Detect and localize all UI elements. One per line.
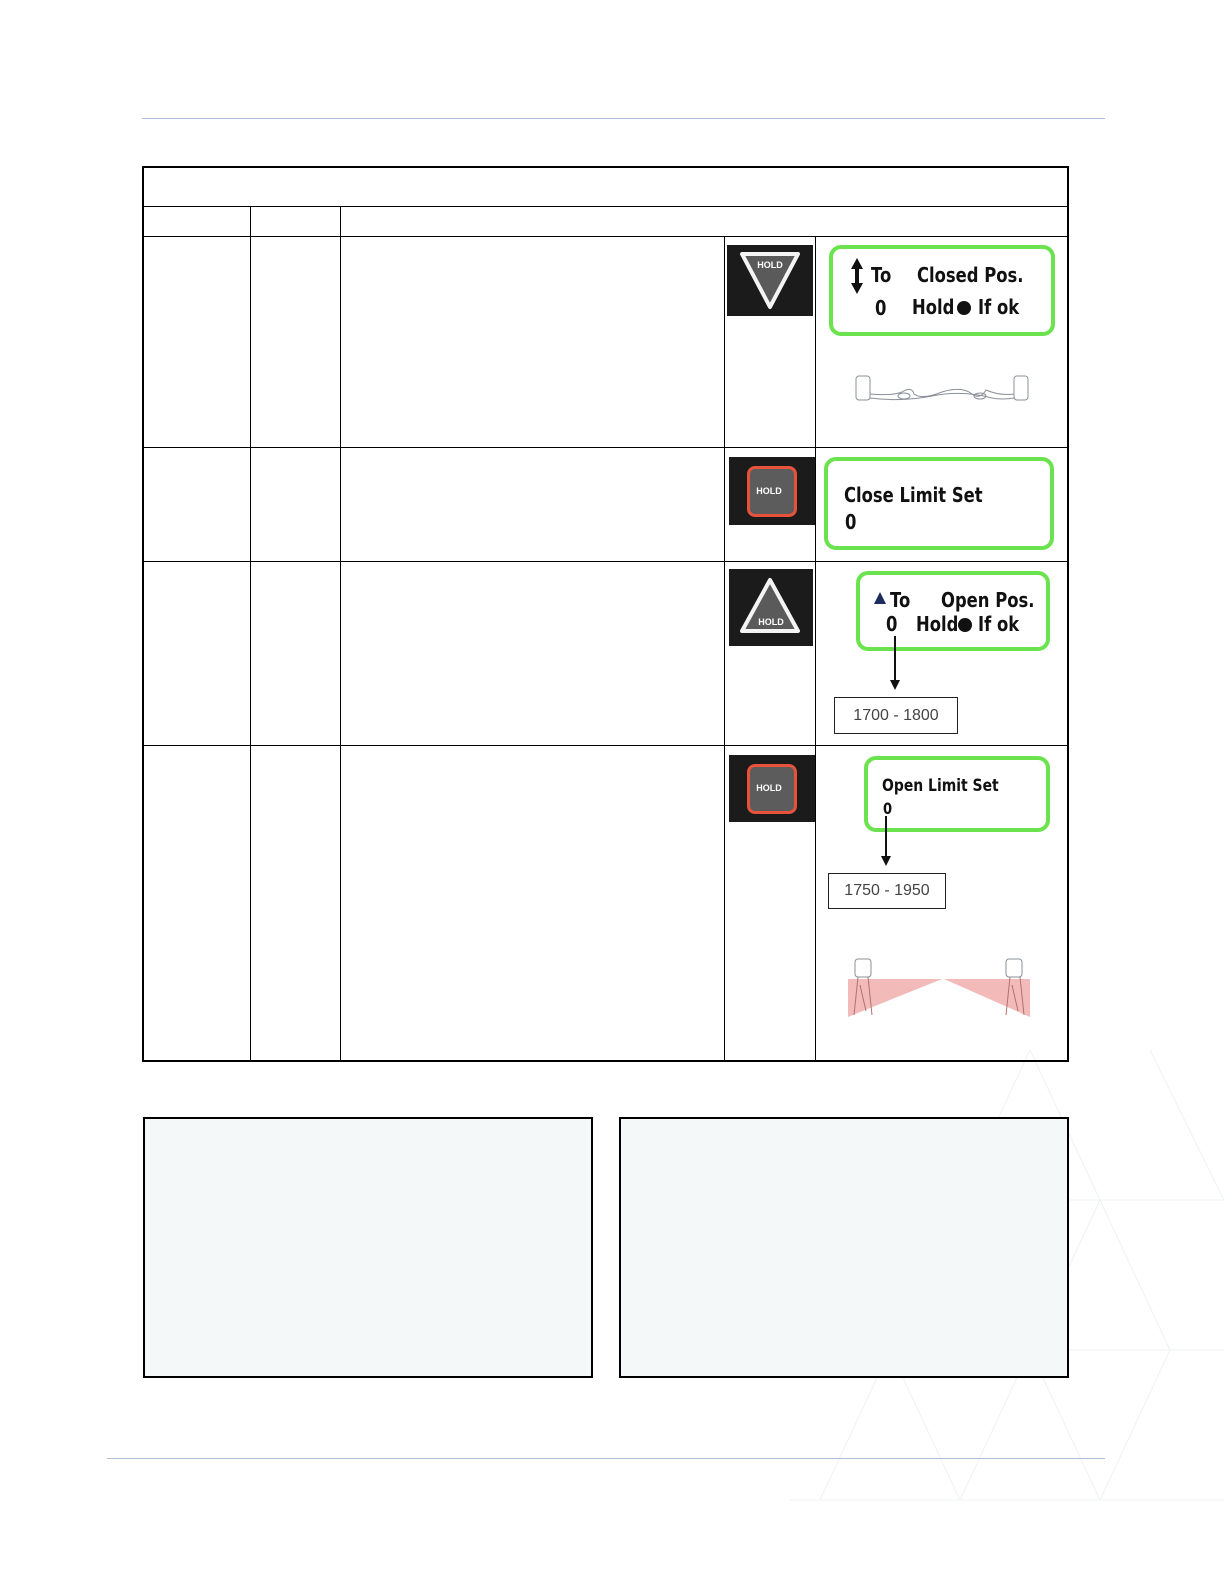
display-ok-text: If ok [978,612,1020,636]
up-down-arrow-icon [850,257,864,295]
sensor-pair-closed-illustration [852,372,1032,408]
display-target-text: Open Pos. [941,588,1035,612]
column-divider [250,206,251,1060]
display-close-limit-set [824,457,1054,550]
footer-rule [107,1458,1105,1459]
hold-key [729,457,815,525]
hold-key-label: HOLD [757,260,783,270]
display-hold-text: Hold [912,295,955,319]
info-panel-left [143,1117,593,1378]
display-title: Close Limit Set [844,483,983,507]
display-direction-text: To [890,588,911,612]
info-panel-right [619,1117,1069,1378]
row-divider [144,745,1067,746]
row-divider [144,561,1067,562]
display-count: 0 [845,510,857,534]
pointer-arrow-icon [879,816,893,868]
hold-down-key [727,245,813,316]
display-direction-text: To [871,263,892,287]
display-ok-text: If ok [978,295,1020,319]
range-value-box: 1750 - 1950 [828,873,946,909]
up-arrow-icon [873,591,887,605]
bullet-icon [958,618,972,632]
column-divider [815,236,816,1060]
table-title-divider [144,206,1067,207]
display-count: 0 [886,612,898,636]
sensor-beam-open-illustration [846,955,1032,1019]
hold-key-label: HOLD [758,617,784,627]
pointer-arrow-icon [888,636,902,692]
display-hold-text: Hold [916,612,959,636]
table-header-divider [144,236,1067,237]
column-divider [724,236,725,1060]
header-rule [142,118,1105,119]
display-count: 0 [883,799,893,818]
display-to-closed-position [829,245,1055,336]
hold-down-triangle-icon [727,245,813,316]
display-target-text: Closed Pos. [917,263,1024,287]
range-value-box: 1700 - 1800 [834,697,958,734]
hold-key-label: HOLD [756,486,782,496]
display-title: Open Limit Set [882,776,999,796]
hold-up-key [729,569,813,646]
row-divider [144,447,1067,448]
bullet-icon [957,301,971,315]
hold-key [729,755,815,822]
display-count: 0 [875,296,887,320]
hold-up-triangle-icon [729,569,813,646]
display-to-open-position [856,571,1050,651]
hold-key-label: HOLD [756,783,782,793]
column-divider [340,206,341,1060]
